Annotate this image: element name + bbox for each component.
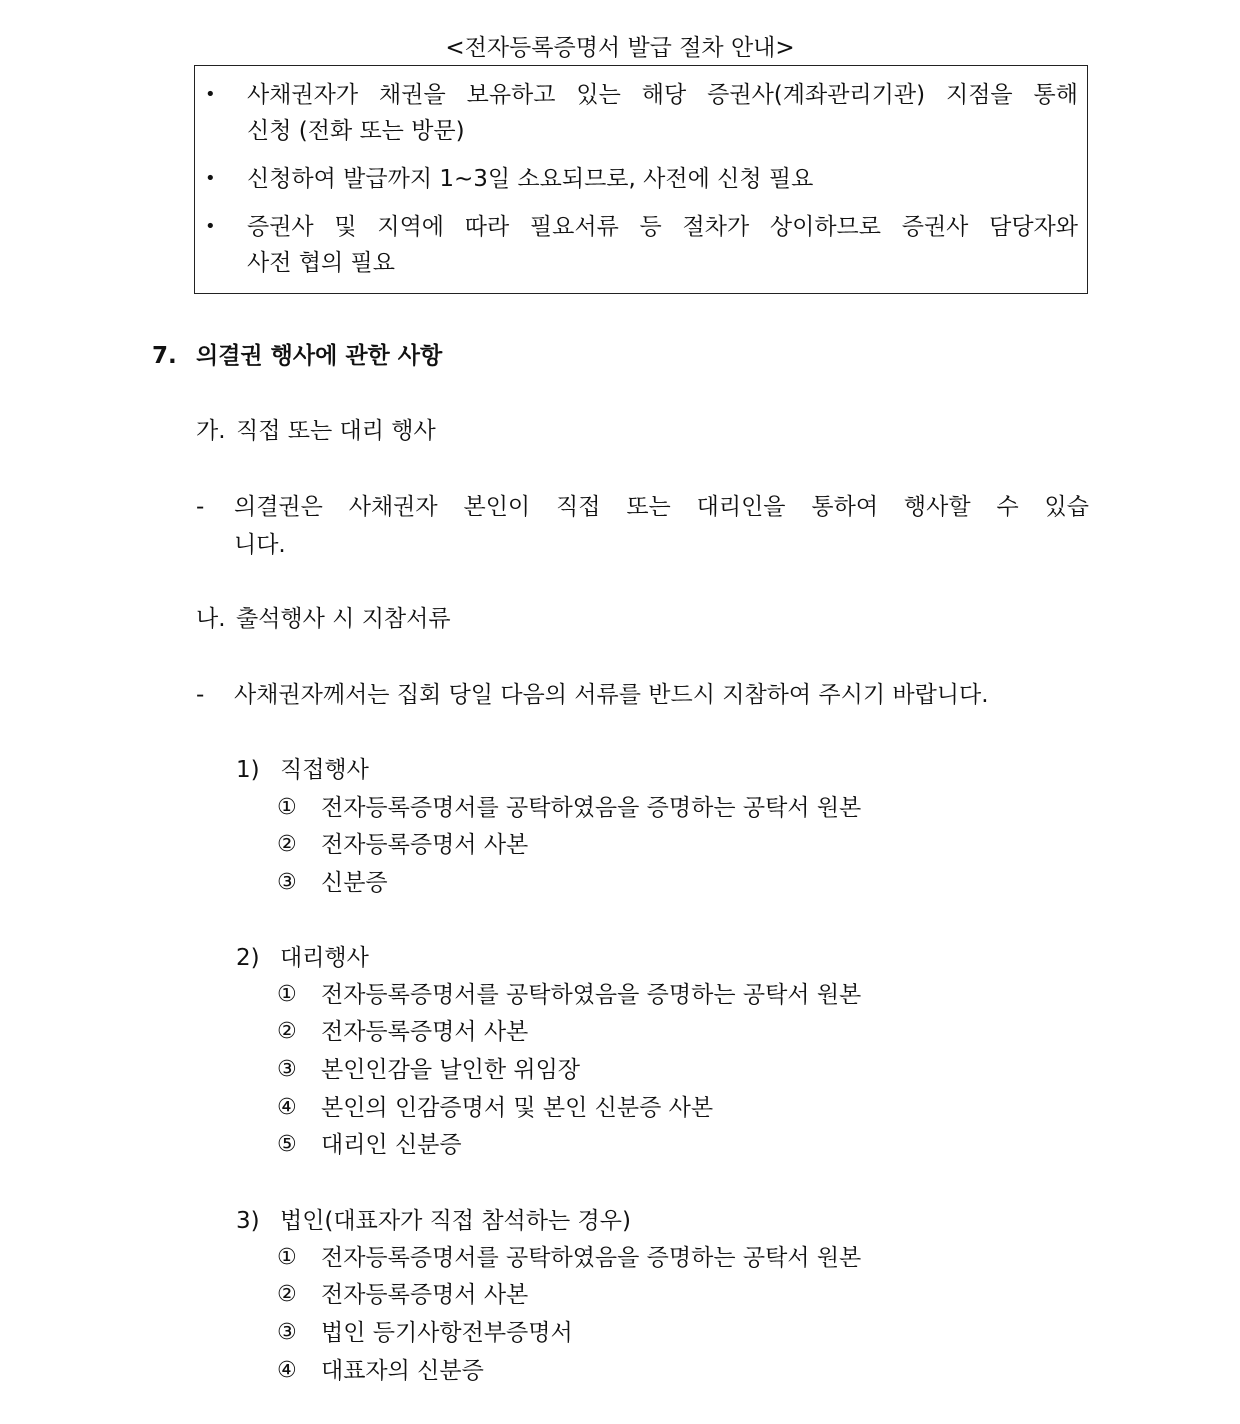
item-mark: ④ bbox=[277, 1358, 297, 1383]
section-number: 7. bbox=[152, 343, 177, 369]
notice-title: <전자등록증명서 발급 절차 안내> bbox=[445, 35, 795, 61]
list-item: 전자등록증명서 사본 bbox=[321, 1019, 529, 1045]
item-mark: ① bbox=[277, 982, 297, 1007]
group-2-number: 2) bbox=[236, 945, 260, 971]
notice-bullet-1-line-1: 사채권자가 채권을 보유하고 있는 해당 증권사(계좌관리기관) 지점을 통해 bbox=[247, 82, 1078, 108]
item-mark: ① bbox=[277, 1245, 297, 1270]
item-mark: ③ bbox=[277, 1057, 297, 1082]
notice-bullet-2-line-1: 신청하여 발급까지 1~3일 소요되므로, 사전에 신청 필요 bbox=[247, 166, 814, 192]
group-1-number: 1) bbox=[236, 757, 260, 783]
list-item: 대리인 신분증 bbox=[321, 1132, 462, 1158]
group-2-title: 대리행사 bbox=[280, 945, 369, 971]
list-item: 전자등록증명서를 공탁하였음을 증명하는 공탁서 원본 bbox=[321, 795, 862, 821]
list-item: 본인인감을 날인한 위임장 bbox=[321, 1057, 581, 1083]
item-mark: ④ bbox=[277, 1095, 297, 1120]
subsection-a-title: 직접 또는 대리 행사 bbox=[236, 418, 436, 444]
item-mark: ① bbox=[277, 795, 297, 820]
list-item: 본인의 인감증명서 및 본인 신분증 사본 bbox=[321, 1095, 714, 1121]
notice-bullet-1-line-2: 신청 (전화 또는 방문) bbox=[247, 118, 465, 144]
subsection-a-text-line-1: 의결권은 사채권자 본인이 직접 또는 대리인을 통하여 행사할 수 있습 bbox=[234, 494, 1089, 520]
group-3-number: 3) bbox=[236, 1208, 260, 1234]
list-item: 전자등록증명서 사본 bbox=[321, 1282, 529, 1308]
subsection-b-label: 나. bbox=[196, 606, 226, 632]
dash-icon: - bbox=[196, 682, 205, 708]
subsection-a-label: 가. bbox=[196, 418, 226, 444]
list-item: 법인 등기사항전부증명서 bbox=[321, 1320, 573, 1346]
subsection-b-text: 사채권자께서는 집회 당일 다음의 서류를 반드시 지참하여 주시기 바랍니다. bbox=[234, 682, 989, 708]
group-1-title: 직접행사 bbox=[280, 757, 369, 783]
dash-icon: - bbox=[196, 494, 205, 520]
subsection-a-text-line-2: 니다. bbox=[234, 532, 286, 558]
section-title: 의결권 행사에 관한 사항 bbox=[196, 343, 443, 369]
list-item: 전자등록증명서를 공탁하였음을 증명하는 공탁서 원본 bbox=[321, 982, 862, 1008]
item-mark: ② bbox=[277, 1019, 297, 1044]
subsection-b-title: 출석행사 시 지참서류 bbox=[236, 606, 451, 632]
list-item: 대표자의 신분증 bbox=[321, 1358, 484, 1384]
item-mark: ③ bbox=[277, 1320, 297, 1345]
notice-bullet-3-line-2: 사전 협의 필요 bbox=[247, 250, 395, 276]
group-3-title: 법인(대표자가 직접 참석하는 경우) bbox=[280, 1208, 631, 1234]
list-item: 전자등록증명서를 공탁하였음을 증명하는 공탁서 원본 bbox=[321, 1245, 862, 1271]
item-mark: ② bbox=[277, 832, 297, 857]
bullet-icon: • bbox=[205, 168, 216, 189]
list-item: 전자등록증명서 사본 bbox=[321, 832, 529, 858]
list-item: 신분증 bbox=[321, 870, 388, 896]
bullet-icon: • bbox=[205, 84, 216, 105]
bullet-icon: • bbox=[205, 216, 216, 237]
item-mark: ② bbox=[277, 1282, 297, 1307]
item-mark: ③ bbox=[277, 870, 297, 895]
item-mark: ⑤ bbox=[277, 1132, 297, 1157]
notice-bullet-3-line-1: 증권사 및 지역에 따라 필요서류 등 절차가 상이하므로 증권사 담당자와 bbox=[247, 214, 1078, 240]
